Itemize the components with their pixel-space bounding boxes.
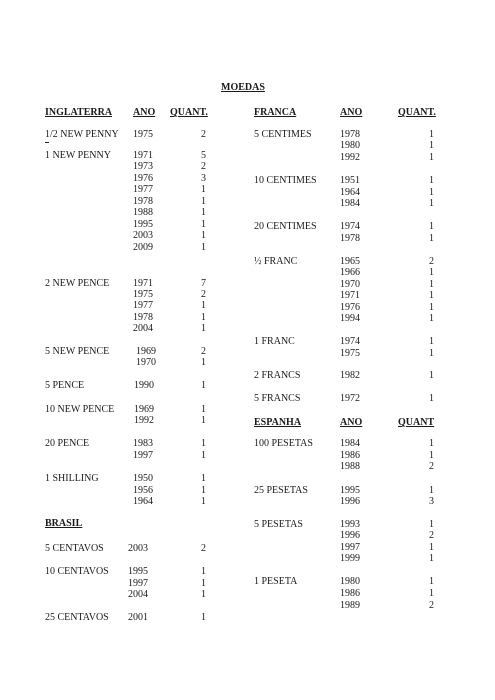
left-coin-year: 1971 bbox=[133, 150, 153, 161]
right-coin-year: 1975 bbox=[340, 348, 360, 359]
left-coin-qty: 1 bbox=[201, 404, 206, 415]
right-coin-qty: 1 bbox=[429, 588, 434, 599]
left-coin-name: 5 PENCE bbox=[45, 380, 85, 391]
right-coin-name: 10 CENTIMES bbox=[254, 175, 317, 186]
left-coin-qty: 1 bbox=[201, 219, 206, 230]
right-coin-year: 1993 bbox=[340, 519, 360, 530]
left-coin-name: 5 CENTAVOS bbox=[45, 543, 104, 554]
right-coin-qty: 1 bbox=[429, 576, 434, 587]
col-header-quant-right: QUANT. bbox=[398, 107, 436, 118]
left-coin-year: 1995 bbox=[128, 566, 148, 577]
right-coin-qty: 1 bbox=[429, 336, 434, 347]
right-coin-year: 1978 bbox=[340, 129, 360, 140]
left-coin-qty: 3 bbox=[201, 173, 206, 184]
left-coin-qty: 1 bbox=[201, 589, 206, 600]
left-coin-year: 1990 bbox=[134, 380, 154, 391]
right-coin-qty: 1 bbox=[429, 140, 434, 151]
right-coin-year: 1982 bbox=[340, 370, 360, 381]
left-coin-qty: 2 bbox=[201, 289, 206, 300]
right-coin-year: 1989 bbox=[340, 600, 360, 611]
right-coin-year: 1971 bbox=[340, 290, 360, 301]
right-coin-year: 1988 bbox=[340, 461, 360, 472]
right-coin-year: 1978 bbox=[340, 233, 360, 244]
right-coin-qty: 1 bbox=[429, 393, 434, 404]
left-coin-year: 1983 bbox=[133, 438, 153, 449]
left-coin-name: 1 NEW PENNY bbox=[45, 150, 111, 161]
right-coin-year: 1964 bbox=[340, 187, 360, 198]
right-coin-year: 1997 bbox=[340, 542, 360, 553]
right-coin-qty: 1 bbox=[429, 152, 434, 163]
left-coin-qty: 1 bbox=[201, 184, 206, 195]
col-header-ano-espanha: ANO bbox=[340, 417, 363, 428]
left-coin-qty: 1 bbox=[201, 196, 206, 207]
left-coin-year: 1988 bbox=[133, 207, 153, 218]
left-coin-qty: 1 bbox=[201, 612, 206, 623]
col-header-quant-left: QUANT. bbox=[170, 107, 208, 118]
left-coin-year: 1969 bbox=[136, 346, 156, 357]
right-coin-year: 1994 bbox=[340, 313, 360, 324]
section-header-espanha: ESPANHA bbox=[254, 417, 302, 428]
right-coin-year: 1999 bbox=[340, 553, 360, 564]
left-coin-name: 5 NEW PENCE bbox=[45, 346, 110, 357]
right-coin-name: 20 CENTIMES bbox=[254, 221, 317, 232]
section-header-brasil: BRASIL bbox=[45, 518, 83, 529]
right-coin-qty: 1 bbox=[429, 485, 434, 496]
page-title: MOEDAS bbox=[221, 82, 265, 93]
right-coin-qty: 1 bbox=[429, 279, 434, 290]
left-coin-qty: 5 bbox=[201, 150, 206, 161]
left-coin-qty: 1 bbox=[201, 230, 206, 241]
left-coin-qty: 7 bbox=[201, 278, 206, 289]
right-coin-qty: 2 bbox=[429, 256, 434, 267]
right-coin-qty: 1 bbox=[429, 370, 434, 381]
left-coin-qty: 2 bbox=[201, 129, 206, 140]
col-header-quant-espanha: QUANT bbox=[398, 417, 435, 428]
right-coin-qty: 1 bbox=[429, 553, 434, 564]
left-coin-qty: 1 bbox=[201, 473, 206, 484]
right-coin-qty: 1 bbox=[429, 267, 434, 278]
left-coin-name: 10 CENTAVOS bbox=[45, 566, 109, 577]
left-coin-qty: 1 bbox=[201, 323, 206, 334]
right-coin-qty: 2 bbox=[429, 600, 434, 611]
left-coin-year: 2004 bbox=[133, 323, 153, 334]
left-coin-qty: 1 bbox=[201, 380, 206, 391]
left-coin-year: 1975 bbox=[133, 289, 153, 300]
left-coin-year: 1964 bbox=[133, 496, 153, 507]
right-coin-year: 1972 bbox=[340, 393, 360, 404]
left-coin-qty: 1 bbox=[201, 438, 206, 449]
right-coin-qty: 2 bbox=[429, 530, 434, 541]
left-coin-name: 10 NEW PENCE bbox=[45, 404, 115, 415]
left-coin-year: 2009 bbox=[133, 242, 153, 253]
right-coin-year: 1970 bbox=[340, 279, 360, 290]
left-coin-year: 2004 bbox=[128, 589, 148, 600]
right-coin-year: 1966 bbox=[340, 267, 360, 278]
right-coin-qty: 1 bbox=[429, 233, 434, 244]
left-coin-qty: 1 bbox=[201, 312, 206, 323]
right-coin-name: 5 CENTIMES bbox=[254, 129, 312, 140]
col-header-ano-right: ANO bbox=[340, 107, 363, 118]
section-header-inglaterra: INGLATERRA bbox=[45, 107, 113, 118]
left-coin-year: 1976 bbox=[133, 173, 153, 184]
right-coin-qty: 1 bbox=[429, 302, 434, 313]
left-coin-year: 1970 bbox=[136, 357, 156, 368]
left-coin-name: 20 PENCE bbox=[45, 438, 90, 449]
right-coin-qty: 1 bbox=[429, 438, 434, 449]
right-coin-year: 1986 bbox=[340, 450, 360, 461]
right-coin-qty: 1 bbox=[429, 542, 434, 553]
right-coin-year: 1996 bbox=[340, 496, 360, 507]
dash-mark bbox=[45, 142, 49, 143]
right-coin-name: 25 PESETAS bbox=[254, 485, 308, 496]
section-header-franca: FRANCA bbox=[254, 107, 297, 118]
right-coin-year: 1974 bbox=[340, 221, 360, 232]
right-coin-qty: 1 bbox=[429, 175, 434, 186]
left-coin-qty: 2 bbox=[201, 346, 206, 357]
right-coin-year: 1986 bbox=[340, 588, 360, 599]
right-coin-year: 1951 bbox=[340, 175, 360, 186]
left-coin-qty: 2 bbox=[201, 543, 206, 554]
right-coin-qty: 1 bbox=[429, 221, 434, 232]
left-coin-qty: 1 bbox=[201, 578, 206, 589]
left-coin-qty: 1 bbox=[201, 485, 206, 496]
left-coin-qty: 1 bbox=[201, 300, 206, 311]
left-coin-year: 1995 bbox=[133, 219, 153, 230]
right-coin-qty: 1 bbox=[429, 290, 434, 301]
left-coin-qty: 1 bbox=[201, 450, 206, 461]
right-coin-qty: 1 bbox=[429, 313, 434, 324]
right-coin-year: 1995 bbox=[340, 485, 360, 496]
right-coin-qty: 1 bbox=[429, 129, 434, 140]
right-coin-name: 1 PESETA bbox=[254, 576, 298, 587]
right-coin-qty: 1 bbox=[429, 450, 434, 461]
left-coin-qty: 1 bbox=[201, 566, 206, 577]
right-coin-qty: 1 bbox=[429, 348, 434, 359]
left-coin-name: 2 NEW PENCE bbox=[45, 278, 110, 289]
left-coin-year: 2003 bbox=[133, 230, 153, 241]
left-coin-year: 1978 bbox=[133, 196, 153, 207]
right-coin-year: 1974 bbox=[340, 336, 360, 347]
left-coin-year: 1978 bbox=[133, 312, 153, 323]
left-coin-name: 1 SHILLING bbox=[45, 473, 99, 484]
right-coin-year: 1965 bbox=[340, 256, 360, 267]
right-coin-qty: 1 bbox=[429, 198, 434, 209]
left-coin-qty: 1 bbox=[201, 357, 206, 368]
left-coin-year: 1950 bbox=[133, 473, 153, 484]
right-coin-year: 1980 bbox=[340, 576, 360, 587]
left-coin-name: 1/2 NEW PENNY bbox=[45, 129, 119, 140]
left-coin-qty: 1 bbox=[201, 496, 206, 507]
right-coin-qty: 2 bbox=[429, 461, 434, 472]
left-coin-qty: 2 bbox=[201, 161, 206, 172]
left-coin-year: 1973 bbox=[133, 161, 153, 172]
left-coin-year: 2001 bbox=[128, 612, 148, 623]
left-coin-qty: 1 bbox=[201, 207, 206, 218]
left-coin-year: 1971 bbox=[133, 278, 153, 289]
left-coin-qty: 1 bbox=[201, 242, 206, 253]
left-coin-qty: 1 bbox=[201, 415, 206, 426]
right-coin-year: 1996 bbox=[340, 530, 360, 541]
right-coin-name: 5 FRANCS bbox=[254, 393, 301, 404]
left-coin-year: 1956 bbox=[133, 485, 153, 496]
right-coin-year: 1980 bbox=[340, 140, 360, 151]
right-coin-name: 5 PESETAS bbox=[254, 519, 303, 530]
right-coin-qty: 1 bbox=[429, 519, 434, 530]
left-coin-year: 1997 bbox=[133, 450, 153, 461]
left-coin-name: 25 CENTAVOS bbox=[45, 612, 109, 623]
left-coin-year: 1997 bbox=[128, 578, 148, 589]
right-coin-year: 1992 bbox=[340, 152, 360, 163]
right-coin-year: 1984 bbox=[340, 198, 360, 209]
right-coin-year: 1984 bbox=[340, 438, 360, 449]
left-coin-year: 1975 bbox=[133, 129, 153, 140]
left-coin-year: 1977 bbox=[133, 184, 153, 195]
right-coin-name: 100 PESETAS bbox=[254, 438, 313, 449]
right-coin-name: 1 FRANC bbox=[254, 336, 295, 347]
right-coin-year: 1976 bbox=[340, 302, 360, 313]
right-coin-qty: 3 bbox=[429, 496, 434, 507]
left-coin-year: 1977 bbox=[133, 300, 153, 311]
left-coin-year: 1969 bbox=[134, 404, 154, 415]
right-coin-name: 2 FRANCS bbox=[254, 370, 301, 381]
right-coin-name: ½ FRANC bbox=[254, 256, 298, 267]
right-coin-qty: 1 bbox=[429, 187, 434, 198]
left-coin-year: 2003 bbox=[128, 543, 148, 554]
col-header-ano-left: ANO bbox=[133, 107, 156, 118]
left-coin-year: 1992 bbox=[134, 415, 154, 426]
